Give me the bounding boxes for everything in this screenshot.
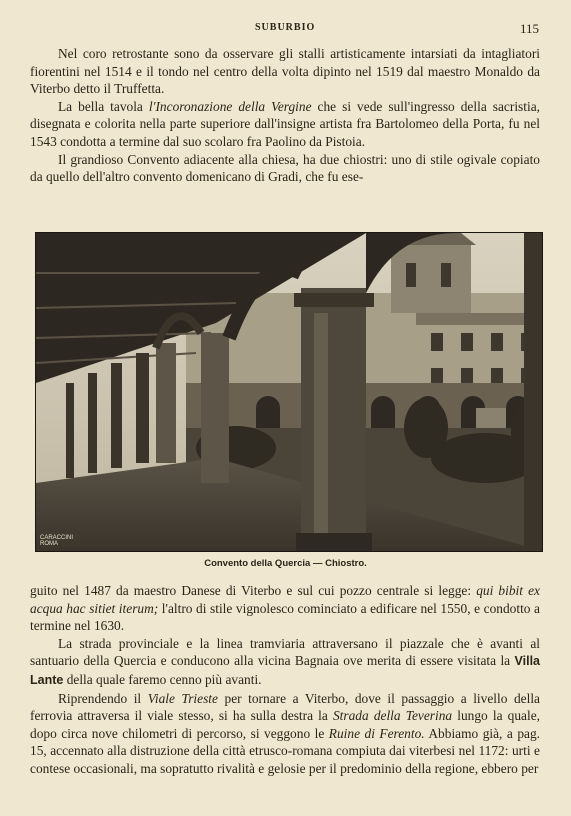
paragraph-text: che si vede sull'ingresso della sacristia, disegnata e colorita nella parte superiore dall'insigne artista fra Bartolomeo della Porta, fu nel 1543 condotta a termine dal suo scolaro fra Paolino da Pistoia. [30, 98, 540, 149]
paragraph-text: Riprendendo il [58, 690, 148, 706]
paragraph-tavola [30, 98, 540, 151]
cloister-photograph [35, 232, 543, 552]
paragraph-text: della quale faremo cenno più avanti. [63, 671, 262, 687]
photographer-city: ROMA [40, 541, 58, 547]
photographer-credit [40, 535, 73, 547]
place-villa-lante: Villa Lante [30, 654, 540, 687]
place-strada-teverina: Strada della Teverina [332, 708, 453, 724]
paragraph-text: Abbiamo già, a pag. 15, accennato alla distruzione della città etrusco-romana compiuta dai viterbesi nel 1172: urti e contese occasionali, ma sopratutto rivalità e gelosie per il predominio della regione, ebbero per [30, 725, 540, 776]
place-ruine-ferento: Ruine di Ferento. [328, 725, 425, 741]
photographer-name: CARACCINI [40, 535, 74, 541]
paragraph-convento: Il grandioso Convento adiacente alla chiesa, ha due chiostri: uno di stile ogivale copiato da quello dell'altro convento domenicano di Gradi, che fu ese- [30, 151, 540, 185]
running-head: SUBURBIO [255, 22, 316, 33]
page-number: 115 [519, 21, 539, 36]
paragraph-strada [30, 635, 540, 690]
paragraph-pozzo [30, 582, 540, 635]
latin-inscription: qui bibit ex acqua hac sitiet iterum; [30, 583, 540, 616]
photo-caption: Convento della Quercia — Chiostro. [204, 558, 367, 569]
artwork-title: l'Incoronazione della Vergine [148, 98, 312, 114]
paragraph-text: lungo la quale, dopo circa nove chilometri di percorso, si veggono le [30, 708, 540, 741]
page-header [0, 22, 571, 38]
place-viale-trieste: Viale Trieste [147, 690, 218, 706]
paragraph-text: La strada provinciale e la linea tramviaria attraversano il piazzale che è avanti al santuario della Quercia e conducono alla vicina Bagnaia ove merita di essere visitata la [30, 635, 540, 669]
bottom-text-block [30, 582, 540, 778]
cloister-illustration [36, 233, 542, 551]
paragraph-text: per tornare a Viterbo, dove il passaggio a livello della ferrovia attraversa il viale stesso, si ha sulla destra la [30, 690, 540, 724]
top-text-block [30, 45, 540, 186]
paragraph-text: l'altro di stile vignolesco cominciato a edificare nel 1550, e condotto a termine nel 1630. [30, 600, 540, 634]
paragraph-coro: Nel coro retrostante sono da osservare gli stalli artisticamente intarsiati da intagliatori fiorentini nel 1514 e il tondo nel centro della volta dipinto nel 1519 dal maestro Monaldo da Viterbo detto il Truffetta. [30, 46, 540, 97]
paragraph-text: guito nel 1487 da maestro Danese di Viterbo e sul cui pozzo centrale si legge: [30, 583, 477, 598]
paragraph-text: La bella tavola [58, 98, 149, 114]
paragraph-viale [30, 690, 540, 778]
